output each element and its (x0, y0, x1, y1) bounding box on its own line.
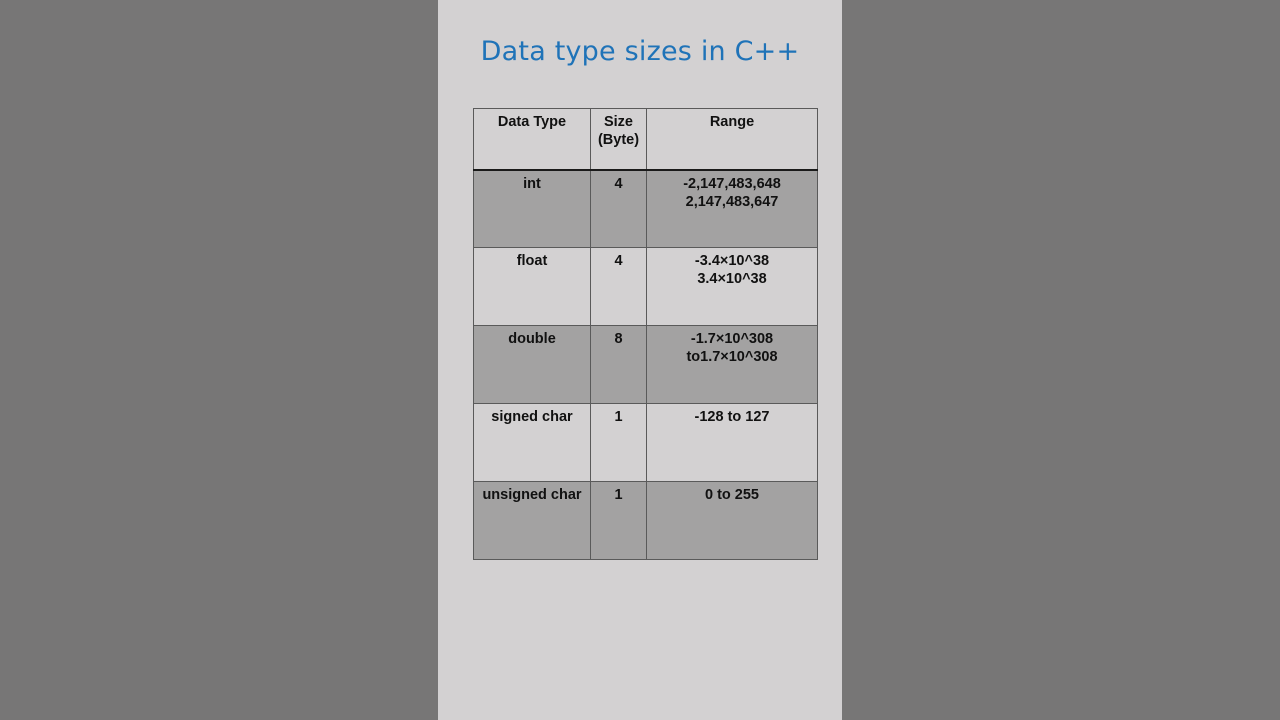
cell-size: 1 (591, 482, 647, 560)
range-line1: -2,147,483,648 (683, 175, 781, 192)
cell-range (647, 404, 818, 482)
header-size-line2: (Byte) (597, 132, 640, 148)
page-title: Data type sizes in C++ (480, 36, 800, 67)
cell-range (647, 248, 818, 326)
table-row (474, 404, 818, 482)
range-line2: to1.7×10^308 (686, 349, 778, 365)
table-row (474, 326, 818, 404)
table-row (474, 248, 818, 326)
cell-range (647, 326, 818, 404)
table-header-row (474, 109, 818, 170)
cell-type: double (474, 326, 591, 404)
cell-size: 4 (591, 248, 647, 326)
cell-range (647, 170, 818, 248)
header-size-line1: Size (603, 114, 633, 130)
header-data-type: Data Type (474, 109, 591, 170)
cell-type: signed char (474, 404, 591, 482)
header-size (591, 109, 647, 170)
slide-panel (438, 0, 842, 720)
cell-size: 8 (591, 326, 647, 404)
cell-range (647, 482, 818, 560)
table-row (474, 482, 818, 560)
header-range: Range (647, 109, 818, 170)
cell-type: unsigned char (474, 482, 591, 560)
data-type-table (473, 108, 818, 560)
range-line2: 2,147,483,647 (685, 193, 779, 210)
cell-size: 4 (591, 170, 647, 248)
range-line1: 0 to 255 (705, 487, 759, 503)
range-line1: -1.7×10^308 (690, 331, 774, 347)
range-line2: 3.4×10^38 (697, 271, 767, 287)
cell-type: int (474, 170, 591, 248)
range-line1: -128 to 127 (694, 409, 770, 425)
range-line1: -3.4×10^38 (694, 253, 770, 269)
table-row (474, 170, 818, 248)
cell-type: float (474, 248, 591, 326)
cell-size: 1 (591, 404, 647, 482)
